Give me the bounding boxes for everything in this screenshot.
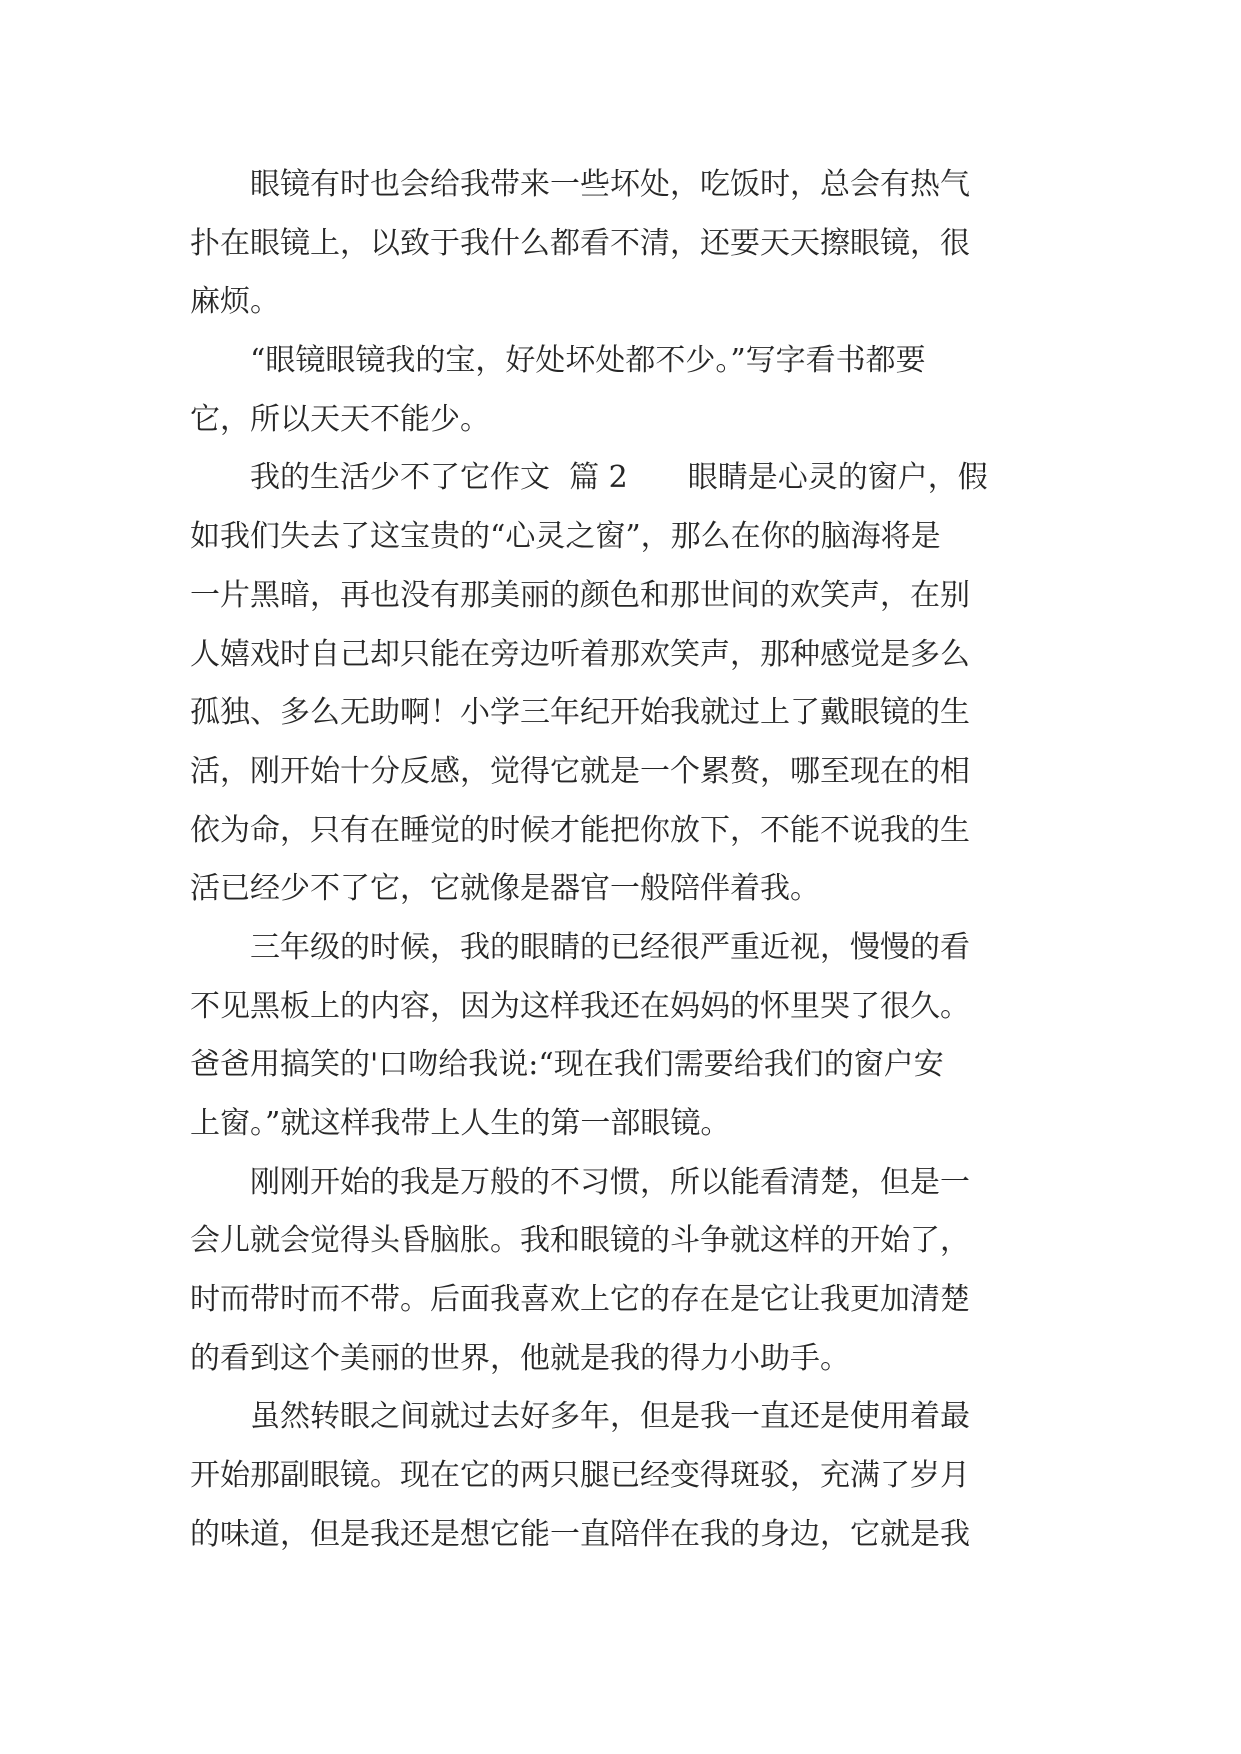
text-line: 孤独、多么无助啊！小学三年纪开始我就过上了戴眼镜的生 — [190, 695, 970, 731]
text-line: 人嬉戏时自己却只能在旁边听着那欢笑声，那种感觉是多么 — [190, 636, 970, 672]
text-line: 活已经少不了它，它就像是器官一般陪伴着我。 — [190, 871, 820, 907]
text-line: 活，刚开始十分反感，觉得它就是一个累赘，哪至现在的相 — [190, 753, 970, 789]
text-line: 爸爸用搞笑的'口吻给我说:“现在我们需要给我们的窗户安 — [190, 1047, 944, 1083]
text-line: 的看到这个美丽的世界，他就是我的得力小助手。 — [190, 1340, 850, 1376]
text-line: 会儿就会觉得头昏脑胀。我和眼镜的斗争就这样的开始了， — [190, 1223, 970, 1259]
text-line: 时而带时而不带。后面我喜欢上它的存在是它让我更加清楚 — [190, 1282, 970, 1318]
text-line: 上窗。”就这样我带上人生的第一部眼镜。 — [190, 1106, 731, 1141]
text-line: 依为命，只有在睡觉的时候才能把你放下，不能不说我的生 — [190, 812, 970, 848]
text-line: 一片黑暗，再也没有那美丽的颜色和那世间的欢笑声，在别 — [190, 577, 970, 613]
text-line: 开始那副眼镜。现在它的两只腿已经变得斑驳，充满了岁月 — [190, 1458, 970, 1494]
text-line: 我的生活少不了它作文 篇 2 眼睛是心灵的窗户，假 — [190, 460, 988, 496]
text-line: 如我们失去了这宝贵的“心灵之窗”，那么在你的脑海将是 — [190, 519, 941, 555]
text-line: 麻烦。 — [190, 284, 280, 320]
text-line: 虽然转眼之间就过去好多年，但是我一直还是使用着最 — [190, 1399, 970, 1435]
text-line: 眼镜有时也会给我带来一些坏处，吃饭时，总会有热气 — [190, 167, 970, 202]
essay-body — [190, 156, 1070, 1565]
text-line: 刚刚开始的我是万般的不习惯，所以能看清楚，但是一 — [190, 1164, 970, 1200]
text-line: 的味道，但是我还是想它能一直陪伴在我的身边，它就是我 — [190, 1516, 970, 1552]
text-line: 三年级的时候，我的眼睛的已经很严重近视，慢慢的看 — [190, 929, 970, 965]
text-line: 不见黑板上的内容，因为这样我还在妈妈的怀里哭了很久。 — [190, 988, 970, 1024]
text-line: “眼镜眼镜我的宝，好处坏处都不少。”写字看书都要 — [190, 343, 926, 379]
text-line: 它，所以天天不能少。 — [190, 401, 490, 437]
text-line: 扑在眼镜上，以致于我什么都看不清，还要天天擦眼镜，很 — [190, 225, 970, 261]
